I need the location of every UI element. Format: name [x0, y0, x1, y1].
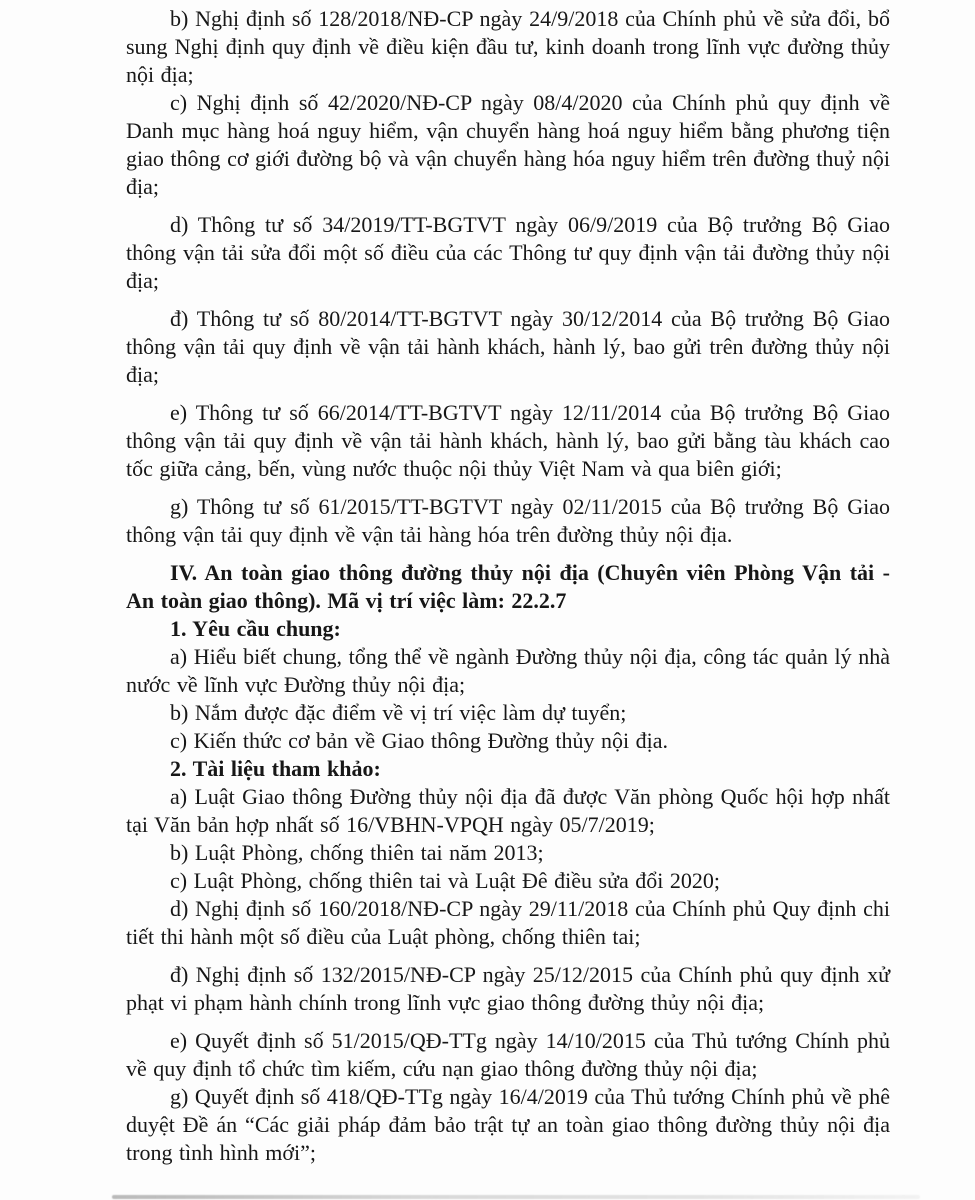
- legal-item-b-nd-128-2018: b) Nghị định số 128/2018/NĐ-CP ngày 24/9/2018 của Chính phủ về sửa đổi, bổ sung Nghị định quy định về điều kiện đầu tư, kinh doanh trong lĩnh vực đường thủy nội địa;: [126, 6, 890, 87]
- reference-item-c-luat-de-dieu-2020: c) Luật Phòng, chống thiên tai và Luật Đê điều sửa đổi 2020;: [170, 868, 720, 893]
- requirement-item-a: a) Hiểu biết chung, tổng thể về ngành Đường thủy nội địa, công tác quản lý nhà nước về lĩnh vực Đường thủy nội địa;: [126, 644, 890, 697]
- section-heading-iv: IV. An toàn giao thông đường thủy nội địa (Chuyên viên Phòng Vận tải - An toàn giao thông). Mã vị trí việc làm: 22.2.7: [126, 560, 890, 613]
- reference-item-dd-nd-132-2015: đ) Nghị định số 132/2015/NĐ-CP ngày 25/12/2015 của Chính phủ quy định xử phạt vi phạm hành chính trong lĩnh vực giao thông đường thủy nội địa;: [126, 962, 890, 1015]
- requirement-item-b: b) Nắm được đặc điểm về vị trí việc làm dự tuyển;: [170, 700, 627, 725]
- reference-item-a-luat-gt-dtnd: a) Luật Giao thông Đường thủy nội địa đã được Văn phòng Quốc hội hợp nhất tại Văn bản hợp nhất số 16/VBHN-VPQH ngày 05/7/2019;: [126, 784, 890, 837]
- legal-item-e-tt-66-2014: e) Thông tư số 66/2014/TT-BGTVT ngày 12/11/2014 của Bộ trưởng Bộ Giao thông vận tải quy định về vận tải hành khách, hành lý, bao gửi bằng tàu khách cao tốc giữa cảng, bến, vùng nước thuộc nội thủy Việt Nam và qua biên giới;: [126, 400, 890, 481]
- reference-item-g-qd-418-2019: g) Quyết định số 418/QĐ-TTg ngày 16/4/2019 của Thủ tướng Chính phủ về phê duyệt Đề án “Các giải pháp đảm bảo trật tự an toàn giao thông đường thủy nội địa trong tình hình mới”;: [126, 1084, 890, 1165]
- legal-item-c-nd-42-2020: c) Nghị định số 42/2020/NĐ-CP ngày 08/4/2020 của Chính phủ quy định về Danh mục hàng hoá nguy hiểm, vận chuyển hàng hoá nguy hiểm bằng phương tiện giao thông cơ giới đường bộ và vận chuyển hàng hóa nguy hiểm trên đường thuỷ nội địa;: [126, 90, 890, 199]
- subheading-yeu-cau-chung: 1. Yêu cầu chung:: [170, 616, 341, 641]
- reference-item-d-nd-160-2018: d) Nghị định số 160/2018/NĐ-CP ngày 29/11/2018 của Chính phủ Quy định chi tiết thi hành một số điều của Luật phòng, chống thiên tai;: [126, 896, 890, 949]
- scan-artifact-line: [112, 1195, 920, 1199]
- legal-item-dd-tt-80-2014: đ) Thông tư số 80/2014/TT-BGTVT ngày 30/12/2014 của Bộ trưởng Bộ Giao thông vận tải quy định về vận tải hành khách, hành lý, bao gửi trên đường thủy nội địa;: [126, 306, 890, 387]
- legal-item-g-tt-61-2015: g) Thông tư số 61/2015/TT-BGTVT ngày 02/11/2015 của Bộ trưởng Bộ Giao thông vận tải quy định về vận tải hàng hóa trên đường thủy nội địa.: [126, 494, 890, 547]
- reference-item-e-qd-51-2015: e) Quyết định số 51/2015/QĐ-TTg ngày 14/10/2015 của Thủ tướng Chính phủ về quy định tổ chức tìm kiếm, cứu nạn giao thông đường thủy nội địa;: [126, 1028, 890, 1081]
- subheading-tai-lieu-tham-khao: 2. Tài liệu tham khảo:: [170, 756, 381, 781]
- requirement-item-c: c) Kiến thức cơ bản về Giao thông Đường thủy nội địa.: [170, 728, 669, 753]
- reference-item-b-luat-pctt-2013: b) Luật Phòng, chống thiên tai năm 2013;: [170, 840, 544, 865]
- legal-item-d-tt-34-2019: d) Thông tư số 34/2019/TT-BGTVT ngày 06/9/2019 của Bộ trưởng Bộ Giao thông vận tải sửa đổi một số điều của các Thông tư quy định vận tải đường thủy nội địa;: [126, 212, 890, 293]
